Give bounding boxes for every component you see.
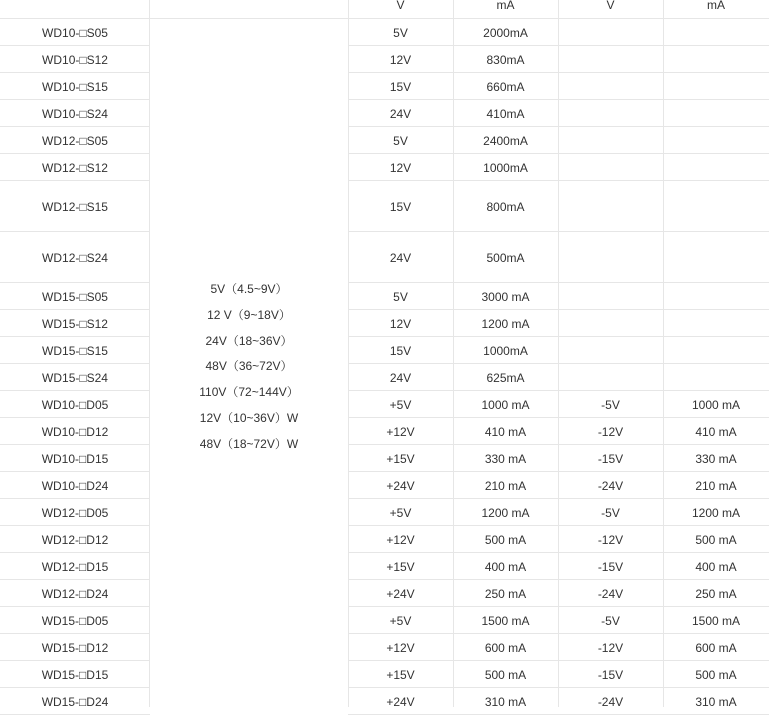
- input-range-text: 48V（18~72V）W: [199, 437, 299, 451]
- cell-v2: -15V: [597, 668, 624, 682]
- cell-v1: +5V: [389, 506, 412, 520]
- cell-v1: +12V: [386, 533, 415, 547]
- row-divider: [348, 417, 769, 418]
- cell-i1: 2400mA: [483, 134, 528, 148]
- cell-i1: 250 mA: [484, 587, 527, 601]
- row-divider: [348, 633, 769, 634]
- cell-i2: 600 mA: [695, 641, 737, 655]
- cell-i1: 500 mA: [484, 533, 527, 547]
- row-divider: [348, 126, 769, 127]
- row-divider: [0, 126, 150, 127]
- cell-v1: +12V: [386, 641, 415, 655]
- cell-v1: 24V: [389, 251, 412, 265]
- cell-v2: -24V: [597, 479, 624, 493]
- row-divider: [348, 363, 769, 364]
- cell-i2: 500 mA: [695, 668, 737, 682]
- row-divider: [348, 579, 769, 580]
- cell-i2: 1200 mA: [691, 506, 741, 520]
- cell-model: WD12-□S24: [42, 251, 108, 265]
- cell-model: WD15-□D24: [41, 695, 109, 709]
- cell-i1: 210 mA: [484, 479, 527, 493]
- row-divider: [0, 180, 150, 181]
- cell-v1: 12V: [389, 161, 412, 175]
- cell-v1: +12V: [386, 425, 415, 439]
- cell-model: WD15-□D12: [41, 641, 109, 655]
- cell-model: WD12-□S05: [42, 134, 108, 148]
- cell-v1: +15V: [386, 560, 415, 574]
- row-divider: [0, 471, 150, 472]
- row-divider: [348, 231, 769, 232]
- cell-model: WD10-□S24: [42, 107, 108, 121]
- cell-i1: 3000 mA: [481, 290, 530, 304]
- cell-v2: -24V: [597, 587, 624, 601]
- cell-model: WD15-□S24: [42, 371, 108, 385]
- row-divider: [0, 72, 150, 73]
- cell-v1: +5V: [389, 398, 412, 412]
- row-divider: [0, 153, 150, 154]
- row-divider: [348, 552, 769, 553]
- cell-v2: -12V: [597, 533, 624, 547]
- row-divider: [0, 525, 150, 526]
- cell-i1: 500 mA: [484, 668, 527, 682]
- cell-i1: 330 mA: [484, 452, 527, 466]
- cell-i1: 600 mA: [484, 641, 527, 655]
- row-divider: [0, 417, 150, 418]
- cell-i1: 1000mA: [483, 344, 528, 358]
- cell-v2: -5V: [601, 614, 620, 628]
- row-divider: [0, 633, 150, 634]
- cell-v1: 5V: [393, 134, 408, 148]
- row-divider: [348, 309, 769, 310]
- row-divider: [0, 660, 150, 661]
- header-unit-v1-unit: V: [396, 0, 405, 12]
- cell-v2: -5V: [601, 506, 620, 520]
- row-divider: [0, 45, 150, 46]
- cell-i2: 310 mA: [695, 695, 737, 709]
- row-divider: [348, 99, 769, 100]
- cell-v1: 15V: [389, 344, 412, 358]
- row-divider: [348, 45, 769, 46]
- cell-v1: 12V: [389, 53, 412, 67]
- cell-v1: +15V: [386, 452, 415, 466]
- cell-i1: 660mA: [486, 80, 525, 94]
- row-divider: [348, 471, 769, 472]
- cell-v2: -12V: [597, 641, 624, 655]
- row-divider: [0, 579, 150, 580]
- row-divider: [348, 336, 769, 337]
- cell-i1: 500mA: [486, 251, 525, 265]
- input-range-text: 110V（72~144V）: [199, 385, 299, 399]
- cell-model: WD10-□S12: [42, 53, 108, 67]
- cell-model: WD12-□D15: [41, 560, 109, 574]
- cell-model: WD15-□S05: [42, 290, 108, 304]
- cell-model: WD12-□S12: [42, 161, 108, 175]
- cell-i2: 330 mA: [695, 452, 737, 466]
- cell-model: WD10-□D12: [41, 425, 109, 439]
- input-range-text: 5V（4.5~9V）: [210, 282, 288, 296]
- header-unit-i1-unit: mA: [496, 0, 515, 12]
- cell-v1: +24V: [386, 479, 415, 493]
- row-divider: [348, 687, 769, 688]
- cell-model: WD10-□S05: [42, 26, 108, 40]
- cell-model: WD12-□D12: [41, 533, 109, 547]
- row-divider: [0, 309, 150, 310]
- row-divider: [0, 444, 150, 445]
- cell-v2: -15V: [597, 560, 624, 574]
- row-divider: [348, 444, 769, 445]
- cell-i2: 410 mA: [695, 425, 737, 439]
- row-divider: [348, 282, 769, 283]
- row-divider: [0, 606, 150, 607]
- cell-i2: 250 mA: [695, 587, 737, 601]
- cell-v2: -5V: [601, 398, 620, 412]
- header-unit-v2-unit: V: [606, 0, 615, 12]
- cell-v2: -24V: [597, 695, 624, 709]
- row-divider: [0, 282, 150, 283]
- cell-model: WD12-□D24: [41, 587, 109, 601]
- cell-v1: +5V: [389, 614, 412, 628]
- input-range-text: 24V（18~36V）: [205, 334, 293, 348]
- input-range-text: 12 V（9~18V）: [207, 308, 291, 322]
- row-divider: [0, 231, 150, 232]
- row-divider: [0, 687, 150, 688]
- cell-i2: 1000 mA: [691, 398, 741, 412]
- header-unit-i2-unit: mA: [707, 0, 725, 12]
- cell-model: WD12-□S15: [42, 200, 108, 214]
- row-divider: [0, 99, 150, 100]
- cell-model: WD12-□D05: [41, 506, 109, 520]
- cell-model: WD10-□D15: [41, 452, 109, 466]
- row-divider: [0, 552, 150, 553]
- cell-model: WD10-□D05: [41, 398, 109, 412]
- cell-v1: 5V: [393, 290, 408, 304]
- cell-v1: 24V: [389, 371, 412, 385]
- cell-model: WD15-□D15: [41, 668, 109, 682]
- cell-model: WD10-□D24: [41, 479, 109, 493]
- input-range-text: 48V（36~72V）: [205, 359, 293, 373]
- cell-i1: 830mA: [486, 53, 525, 67]
- row-divider: [348, 498, 769, 499]
- cell-v1: +24V: [386, 695, 415, 709]
- row-divider: [348, 72, 769, 73]
- row-divider: [0, 498, 150, 499]
- cell-model: WD15-□S15: [42, 344, 108, 358]
- cell-i2: 500 mA: [695, 533, 737, 547]
- row-divider: [348, 525, 769, 526]
- cell-i1: 400 mA: [484, 560, 527, 574]
- cell-i2: 210 mA: [695, 479, 737, 493]
- cell-i2: 1500 mA: [691, 614, 741, 628]
- cell-v1: 15V: [389, 80, 412, 94]
- row-divider: [0, 363, 150, 364]
- cell-i1: 1500 mA: [481, 614, 530, 628]
- cell-model: WD15-□D05: [41, 614, 109, 628]
- cell-i2: 400 mA: [695, 560, 737, 574]
- cell-i1: 1000mA: [483, 161, 528, 175]
- cell-i1: 800mA: [486, 200, 525, 214]
- cell-i1: 1200 mA: [481, 506, 530, 520]
- row-divider: [348, 606, 769, 607]
- row-divider: [348, 390, 769, 391]
- cell-v1: +24V: [386, 587, 415, 601]
- cell-i1: 2000mA: [483, 26, 528, 40]
- row-divider: [0, 390, 150, 391]
- cell-v1: 15V: [389, 200, 412, 214]
- input-range-text: 12V（10~36V）W: [199, 411, 299, 425]
- row-divider: [0, 336, 150, 337]
- cell-model: WD15-□S12: [42, 317, 108, 331]
- header-bottom-border: [0, 18, 769, 19]
- cell-i1: 1000 mA: [481, 398, 530, 412]
- cell-v1: 12V: [389, 317, 412, 331]
- cell-i1: 1200 mA: [481, 317, 530, 331]
- cell-v2: -12V: [597, 425, 624, 439]
- cell-i1: 310 mA: [484, 695, 527, 709]
- row-divider: [348, 153, 769, 154]
- cell-v1: 5V: [393, 26, 408, 40]
- cell-v1: 24V: [389, 107, 412, 121]
- cell-v2: -15V: [597, 452, 624, 466]
- cell-i1: 625mA: [486, 371, 525, 385]
- row-divider: [348, 180, 769, 181]
- cell-i1: 410mA: [486, 107, 525, 121]
- cell-i1: 410 mA: [484, 425, 527, 439]
- row-divider: [348, 660, 769, 661]
- cell-v1: +15V: [386, 668, 415, 682]
- cell-model: WD10-□S15: [42, 80, 108, 94]
